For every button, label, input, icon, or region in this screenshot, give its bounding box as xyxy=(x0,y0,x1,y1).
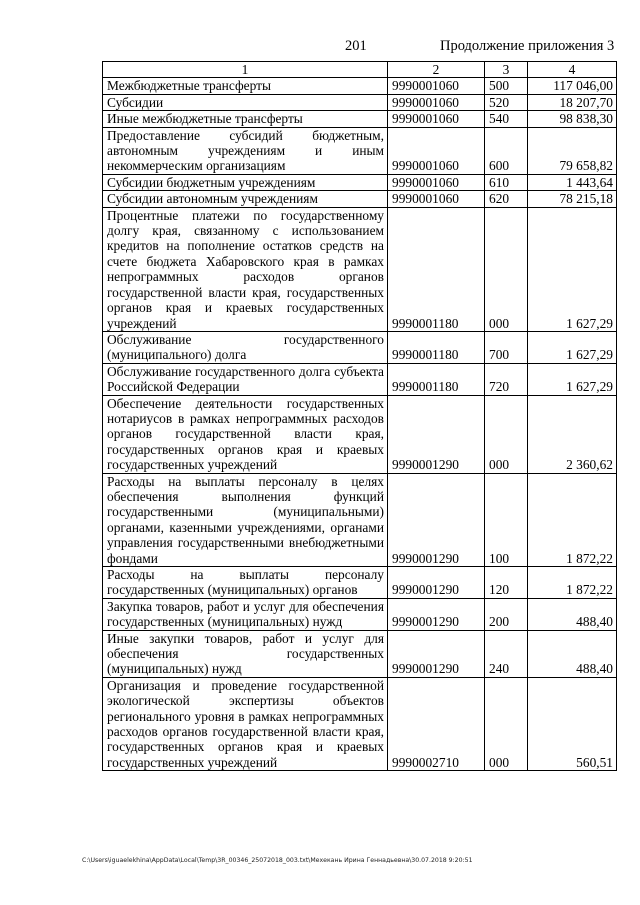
row-amount: 78 215,18 xyxy=(528,191,617,207)
row-target-code: 9990001060 xyxy=(388,174,485,190)
row-name: Обслуживание государственного долга субъекта Российской Федерации xyxy=(103,363,388,395)
table-row[interactable] xyxy=(103,363,617,395)
row-expense-type: 000 xyxy=(485,395,528,473)
row-expense-type: 600 xyxy=(485,127,528,174)
column-header-row xyxy=(103,62,617,78)
row-amount: 18 207,70 xyxy=(528,94,617,110)
row-name: Закупка товаров, работ и услуг для обеспечения государственных (муниципальных) нужд xyxy=(103,598,388,630)
row-target-code: 9990001290 xyxy=(388,567,485,599)
appendix-continuation-label: Продолжение приложения 3 xyxy=(440,38,615,54)
row-name: Организация и проведение государственной экологической экспертизы объектов регионального уровня в рамках непрограммных расходов органов государственной власти края, государственных органов края и краевых государственных учреждений xyxy=(103,677,388,770)
column-header-amount: 4 xyxy=(528,62,617,78)
row-name: Субсидии автономным учреждениям xyxy=(103,191,388,207)
table-row[interactable] xyxy=(103,630,617,677)
row-expense-type: 700 xyxy=(485,331,528,363)
row-amount: 1 443,64 xyxy=(528,174,617,190)
page-header xyxy=(0,38,640,58)
row-name: Обслуживание государственного (муниципального) долга xyxy=(103,331,388,363)
table-row[interactable] xyxy=(103,331,617,363)
row-target-code: 9990001060 xyxy=(388,127,485,174)
row-amount: 488,40 xyxy=(528,630,617,677)
row-target-code: 9990001180 xyxy=(388,207,485,331)
row-amount: 79 658,82 xyxy=(528,127,617,174)
row-name: Расходы на выплаты персоналу государственных (муниципальных) органов xyxy=(103,567,388,599)
row-expense-type: 520 xyxy=(485,94,528,110)
row-name: Обеспечение деятельности государственных нотариусов в рамках непрограммных расходов органов государственной власти края, государственных органов края и краевых государственных учреждений xyxy=(103,395,388,473)
row-target-code: 9990001290 xyxy=(388,473,485,566)
row-target-code: 9990001060 xyxy=(388,191,485,207)
table-row[interactable] xyxy=(103,111,617,127)
row-expense-type: 240 xyxy=(485,630,528,677)
row-name: Иные межбюджетные трансферты xyxy=(103,111,388,127)
row-amount: 98 838,30 xyxy=(528,111,617,127)
table-row[interactable] xyxy=(103,677,617,770)
row-target-code: 9990002710 xyxy=(388,677,485,770)
table-row[interactable] xyxy=(103,567,617,599)
column-header-type: 3 xyxy=(485,62,528,78)
row-expense-type: 610 xyxy=(485,174,528,190)
row-name: Межбюджетные трансферты xyxy=(103,78,388,94)
row-expense-type: 120 xyxy=(485,567,528,599)
row-expense-type: 200 xyxy=(485,598,528,630)
row-expense-type: 720 xyxy=(485,363,528,395)
table-row[interactable] xyxy=(103,598,617,630)
row-amount: 560,51 xyxy=(528,677,617,770)
row-amount: 1 872,22 xyxy=(528,567,617,599)
row-name: Предоставление субсидий бюджетным, автономным учреждениям и иным некоммерческим организациям xyxy=(103,127,388,174)
file-path-footer: C:\Users\iguaelekhina\AppData\Local\Temp\3R_00346_25072018_003.txt\Мехекань Ирина Геннадьевна\30.07.2018 9:20:51 xyxy=(82,857,473,864)
table-row[interactable] xyxy=(103,395,617,473)
row-expense-type: 620 xyxy=(485,191,528,207)
row-amount: 1 627,29 xyxy=(528,363,617,395)
table-row[interactable] xyxy=(103,191,617,207)
row-amount: 1 627,29 xyxy=(528,207,617,331)
row-target-code: 9990001060 xyxy=(388,78,485,94)
table-row[interactable] xyxy=(103,127,617,174)
row-amount: 117 046,00 xyxy=(528,78,617,94)
row-target-code: 9990001290 xyxy=(388,598,485,630)
row-target-code: 9990001060 xyxy=(388,94,485,110)
row-target-code: 9990001290 xyxy=(388,630,485,677)
row-target-code: 9990001290 xyxy=(388,395,485,473)
row-name: Субсидии xyxy=(103,94,388,110)
row-amount: 2 360,62 xyxy=(528,395,617,473)
table-row[interactable] xyxy=(103,78,617,94)
row-name: Субсидии бюджетным учреждениям xyxy=(103,174,388,190)
table-row[interactable] xyxy=(103,94,617,110)
row-target-code: 9990001180 xyxy=(388,363,485,395)
row-target-code: 9990001060 xyxy=(388,111,485,127)
row-name: Иные закупки товаров, работ и услуг для обеспечения государственных (муниципальных) нужд xyxy=(103,630,388,677)
table-row[interactable] xyxy=(103,207,617,331)
row-amount: 1 872,22 xyxy=(528,473,617,566)
row-target-code: 9990001180 xyxy=(388,331,485,363)
column-header-code: 2 xyxy=(388,62,485,78)
budget-table xyxy=(102,61,617,771)
row-expense-type: 000 xyxy=(485,207,528,331)
row-expense-type: 540 xyxy=(485,111,528,127)
row-amount: 488,40 xyxy=(528,598,617,630)
column-header-name: 1 xyxy=(103,62,388,78)
page-number: 201 xyxy=(345,38,367,54)
table-row[interactable] xyxy=(103,473,617,566)
row-name: Процентные платежи по государственному долгу края, связанному с использованием кредитов на пополнение остатков средств на счете бюджета Хабаровского края в рамках непрограммных расходов органов государственной власти края, государственных органов края и краевых государственных учреждений xyxy=(103,207,388,331)
table-row[interactable] xyxy=(103,174,617,190)
row-expense-type: 100 xyxy=(485,473,528,566)
row-name: Расходы на выплаты персоналу в целях обеспечения выполнения функций государственными (муниципальными) органами, казенными учреждениями, органами управления государственными внебюджетными фондами xyxy=(103,473,388,566)
row-expense-type: 000 xyxy=(485,677,528,770)
row-amount: 1 627,29 xyxy=(528,331,617,363)
row-expense-type: 500 xyxy=(485,78,528,94)
